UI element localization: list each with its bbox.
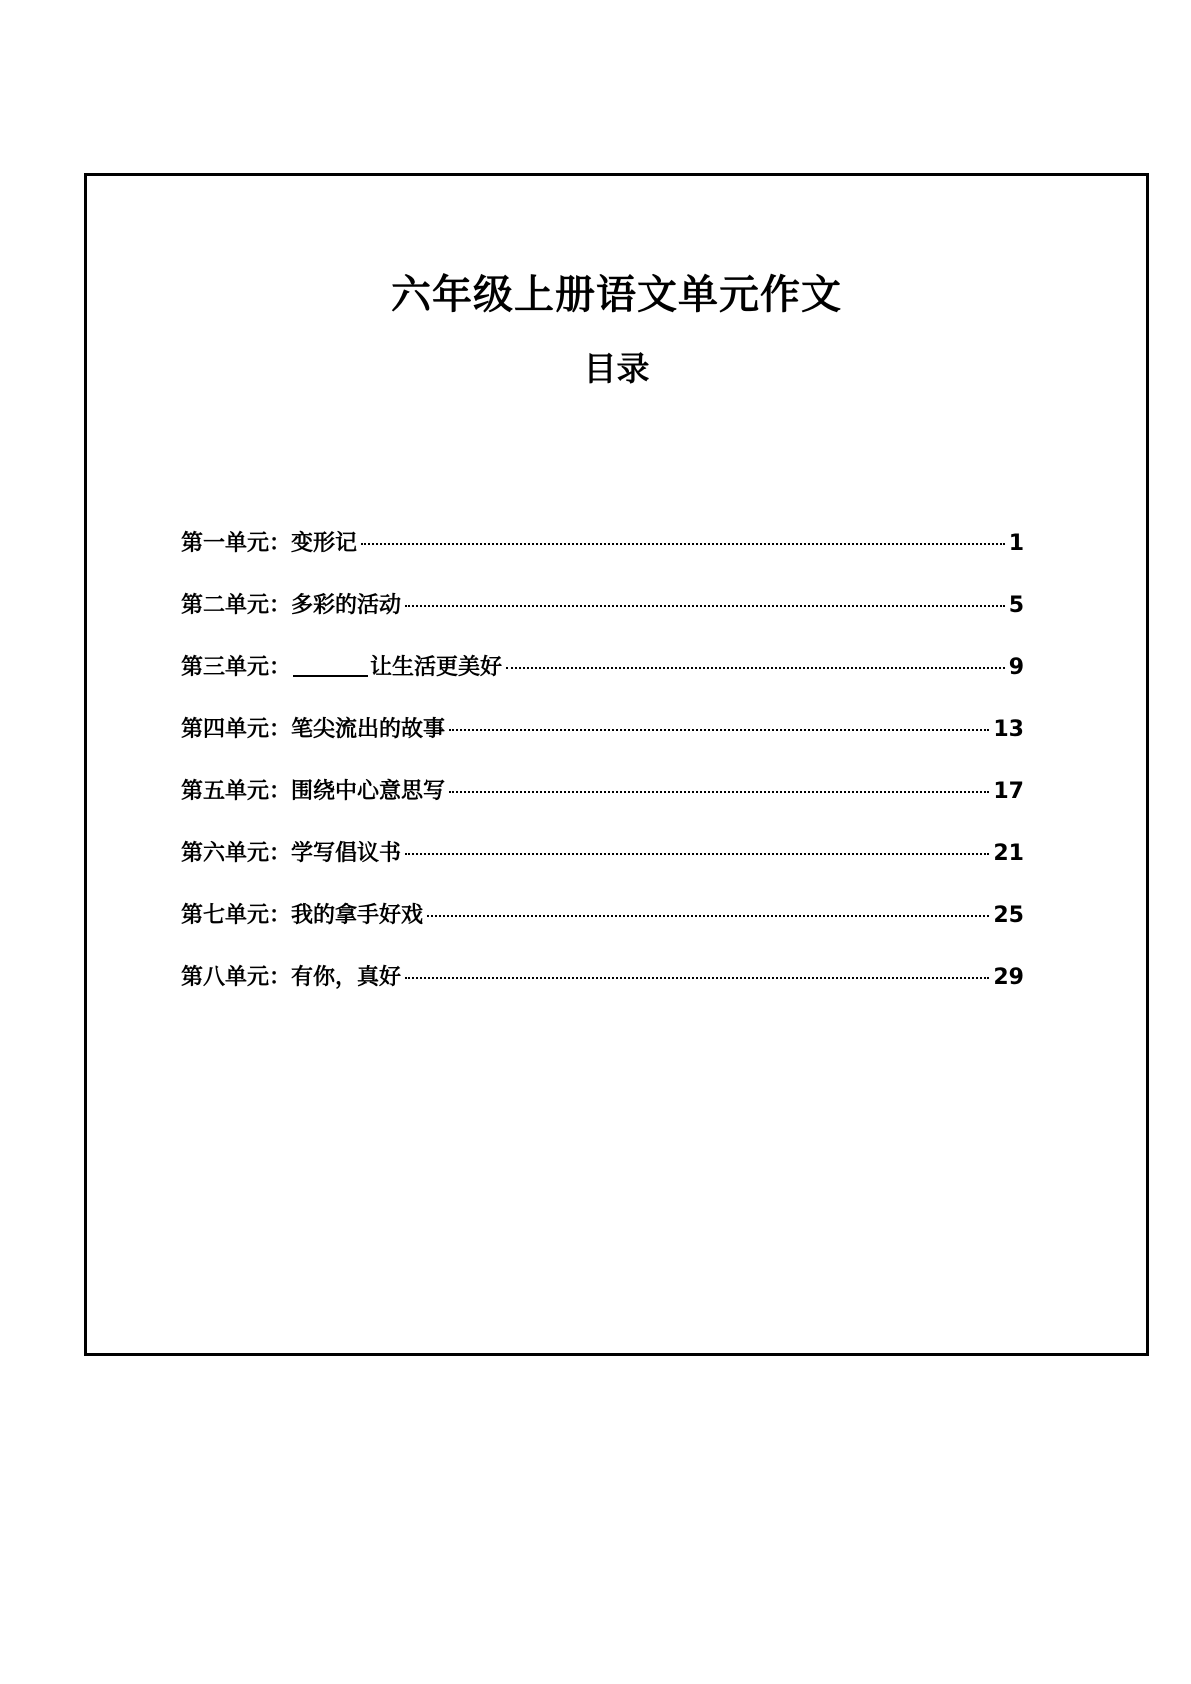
toc-entry-label <box>181 836 401 867</box>
toc-entry-label <box>181 960 401 991</box>
dot-leader <box>449 791 989 793</box>
toc-topic: 有你，真好 <box>291 965 402 990</box>
toc-page-number: 17 <box>993 779 1024 804</box>
document-frame <box>84 173 1149 1356</box>
toc-unit: 第四单元： <box>181 717 292 742</box>
dot-leader <box>361 543 1005 545</box>
dot-leader <box>405 853 989 855</box>
toc-entry-6[interactable] <box>181 836 1024 898</box>
toc-topic: 让生活更美好 <box>370 655 503 680</box>
toc-entry-label <box>181 898 423 929</box>
toc-page-number: 13 <box>993 717 1024 742</box>
toc-page-number: 21 <box>993 841 1024 866</box>
toc-topic: 多彩的活动 <box>291 593 402 618</box>
toc-topic: 我的拿手好戏 <box>291 903 424 928</box>
toc-entry-label <box>181 588 401 619</box>
document-title: 六年级上册语文单元作文 <box>391 272 842 318</box>
toc-entry-label <box>181 712 445 743</box>
toc-topic: 笔尖流出的故事 <box>291 717 446 742</box>
toc-entry-5[interactable] <box>181 774 1024 836</box>
toc-entry-2[interactable] <box>181 588 1024 650</box>
toc-entry-8[interactable] <box>181 960 1024 1022</box>
toc-unit: 第一单元： <box>181 531 292 556</box>
toc-topic: 学写倡议书 <box>291 841 402 866</box>
toc-entry-3[interactable] <box>181 650 1024 712</box>
dot-leader <box>427 915 989 917</box>
toc-entry-1[interactable] <box>181 526 1024 588</box>
toc-entry-label <box>181 650 502 681</box>
fill-in-blank <box>293 675 368 677</box>
dot-leader <box>449 729 989 731</box>
dot-leader <box>506 667 1005 669</box>
toc-unit: 第七单元： <box>181 903 292 928</box>
toc-unit: 第二单元： <box>181 593 292 618</box>
toc-unit: 第六单元： <box>181 841 292 866</box>
toc-page-number: 1 <box>1008 531 1024 556</box>
toc-unit: 第五单元： <box>181 779 292 804</box>
toc-page-number: 29 <box>993 965 1024 990</box>
toc-entry-label <box>181 774 445 805</box>
toc-page-number: 9 <box>1008 655 1024 680</box>
toc-page-number: 5 <box>1008 593 1024 618</box>
toc-entry-4[interactable] <box>181 712 1024 774</box>
toc-unit: 第三单元： <box>181 655 292 680</box>
dot-leader <box>405 977 989 979</box>
toc-entry-label <box>181 526 357 557</box>
toc-topic: 围绕中心意思写 <box>291 779 446 804</box>
toc-topic: 变形记 <box>291 531 358 556</box>
table-of-contents <box>181 526 1024 1022</box>
dot-leader <box>405 605 1005 607</box>
toc-page-number: 25 <box>993 903 1024 928</box>
toc-unit: 第八单元： <box>181 965 292 990</box>
toc-heading: 目录 <box>583 349 650 388</box>
toc-entry-7[interactable] <box>181 898 1024 960</box>
